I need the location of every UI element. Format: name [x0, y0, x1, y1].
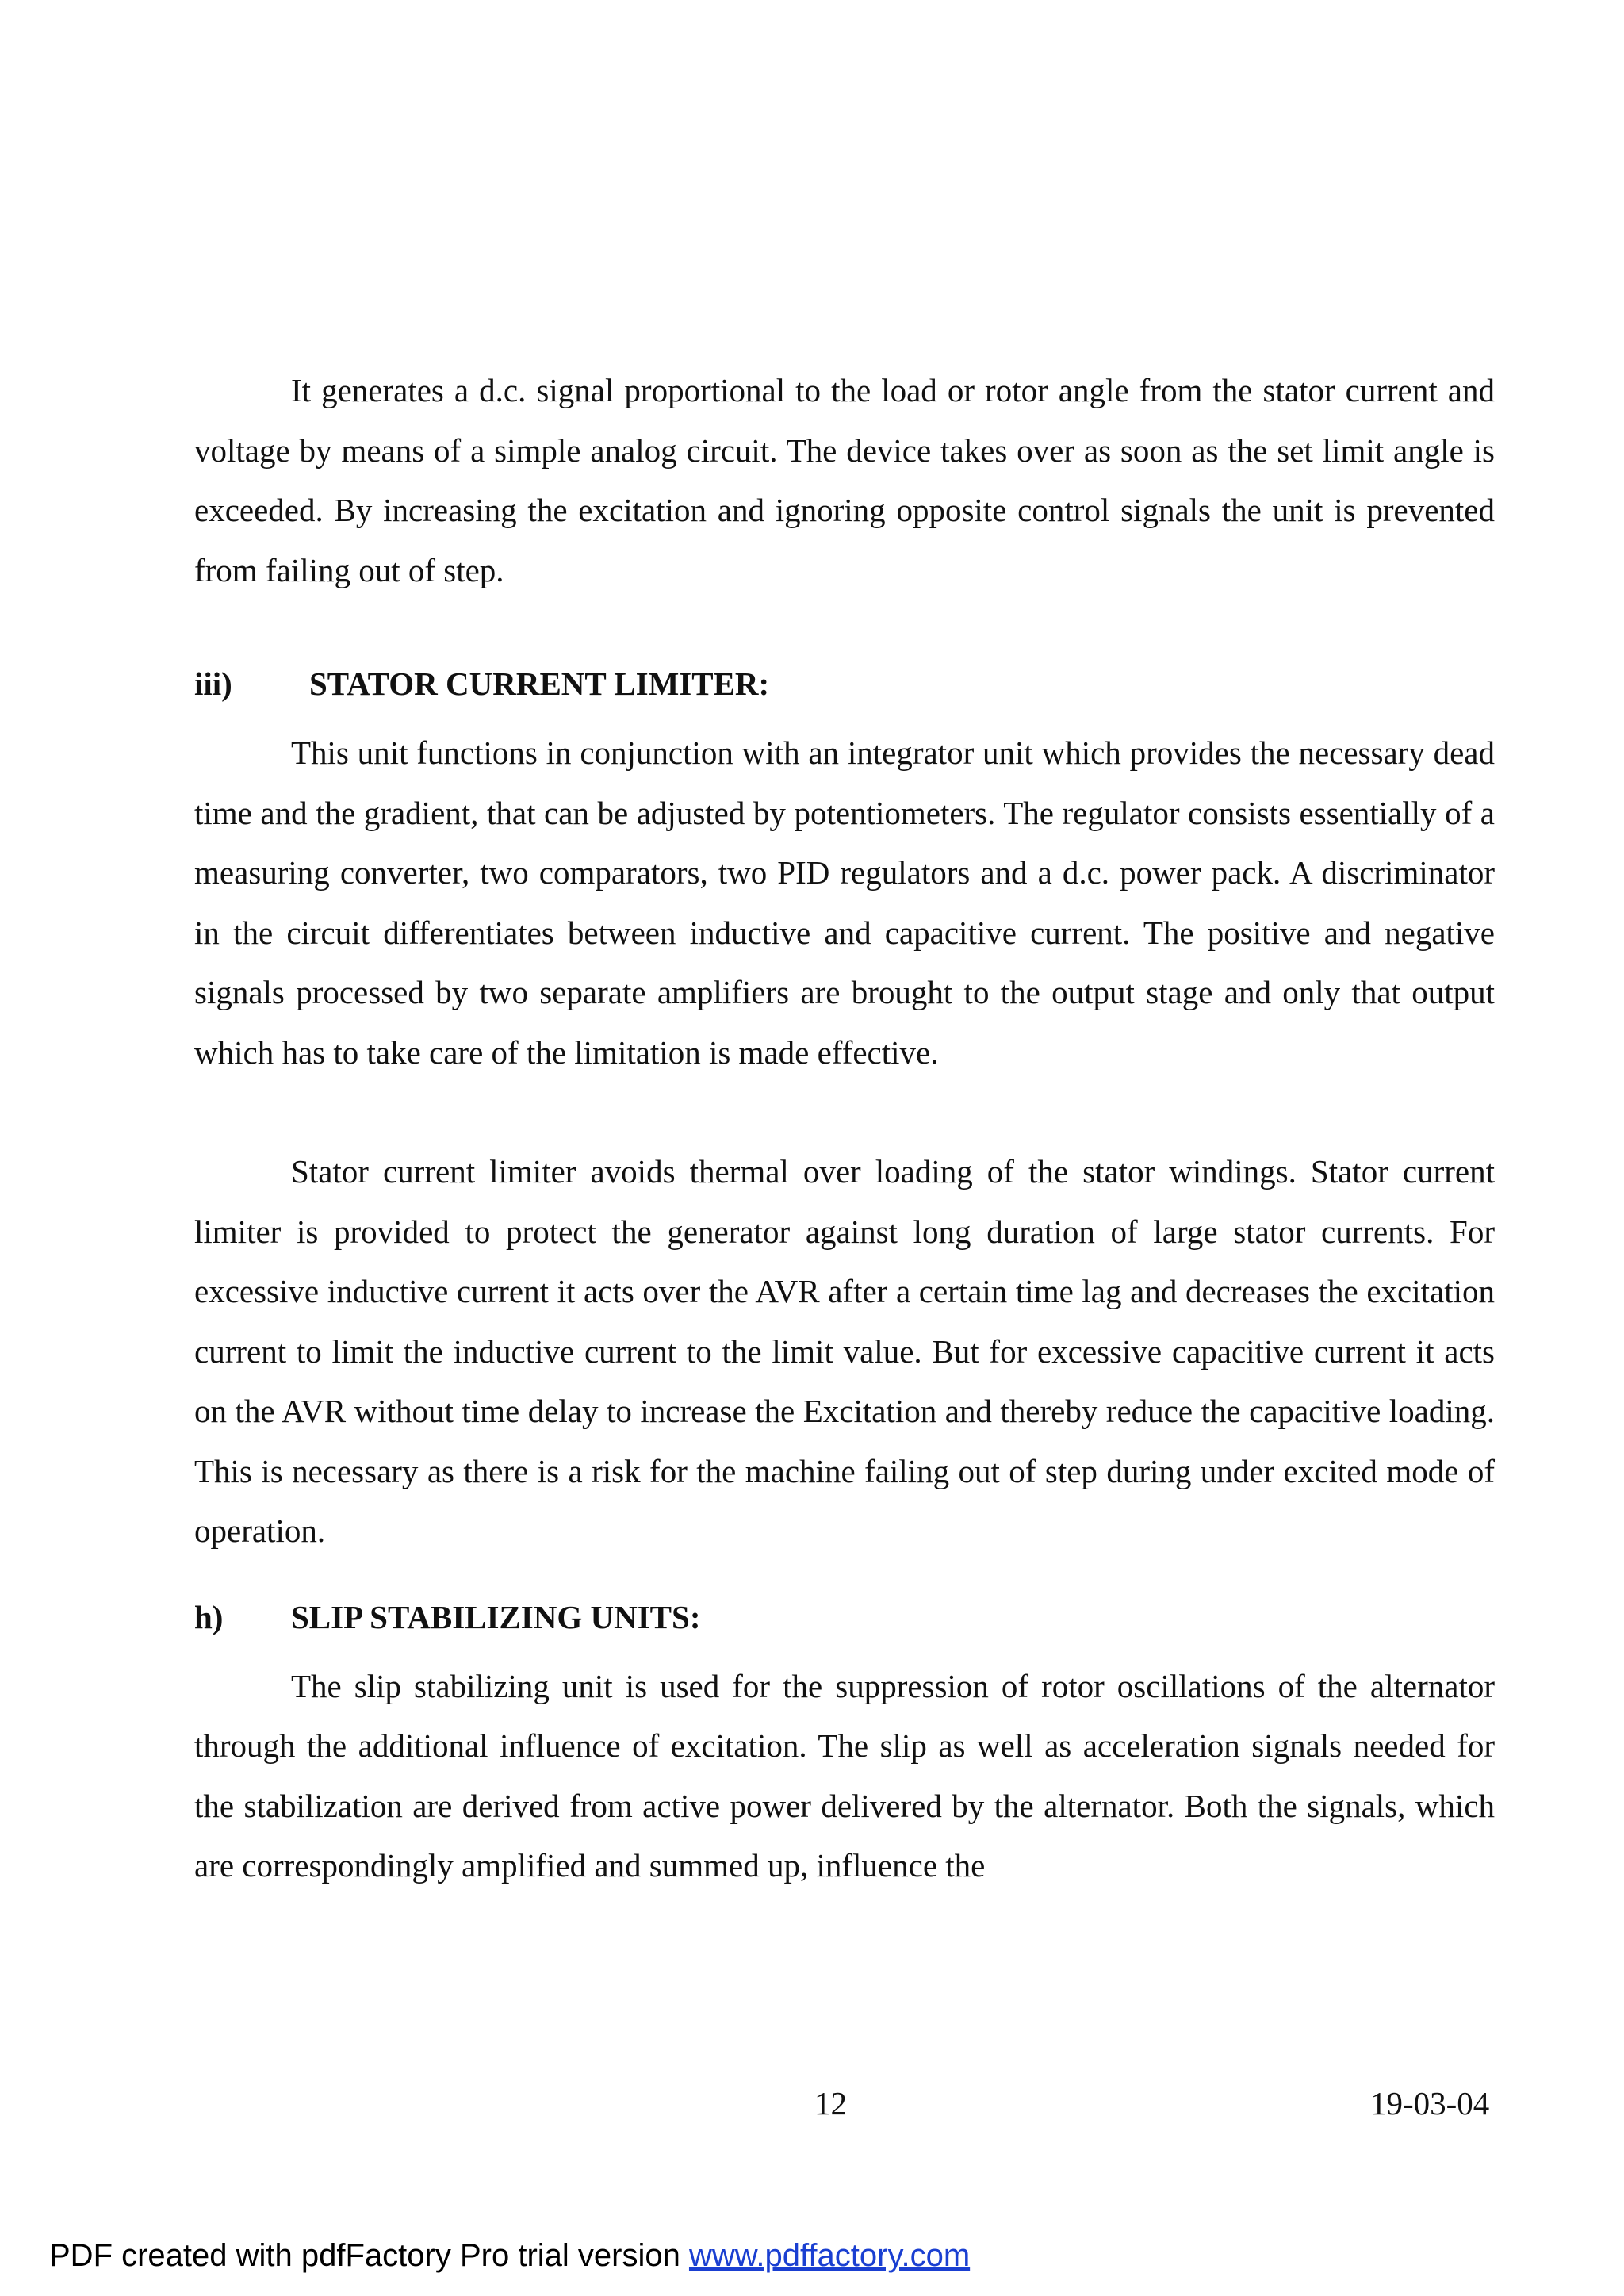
- heading-title: STATOR CURRENT LIMITER:: [309, 665, 770, 702]
- heading-stator-current-limiter: [194, 660, 1495, 707]
- document-body: [194, 361, 1495, 1896]
- page-number: 12: [814, 2085, 847, 2122]
- paragraph-rotor-angle-limiter: It generates a d.c. signal proportional to the load or rotor angle from the stator current and voltage by means of a simple analog circuit. The device takes over as soon as the set limit angle is exceeded. By increasing the excitation and ignoring opposite control signals the unit is prevented from failing out of step.: [194, 372, 1495, 588]
- pdffactory-link[interactable]: www.pdffactory.com: [688, 2238, 971, 2273]
- page-date: 19-03-04: [1370, 2085, 1490, 2122]
- heading-number: h): [194, 1598, 224, 1635]
- paragraph-stator-limiter-function: This unit functions in conjunction with an integrator unit which provides the necessary dead time and the gradient, that can be adjusted by potentiometers. The regulator consists essentially of a measuring converter, two comparators, two PID regulators and a d.c. power pack. A discriminator in the circuit differentiates between inductive and capacitive current. The positive and negative signals processed by two separate amplifiers are brought to the output stage and only that output which has to take care of the limitation is made effective.: [194, 734, 1495, 1071]
- pdf-creator-banner: [49, 2238, 970, 2274]
- heading-number: iii): [194, 665, 232, 702]
- paragraph-stator-limiter-purpose: Stator current limiter avoids thermal over loading of the stator windings. Stator current limiter is provided to protect the generator against long duration of large stator currents. For excessive inductive current it acts over the AVR after a certain time lag and decreases the excitation current to limit the inductive current to the limit value. But for excessive capacitive current it acts on the AVR without time delay to increase the Excitation and thereby reduce the capacitive loading. This is necessary as there is a risk for the machine failing out of step during under excited mode of operation.: [194, 1153, 1495, 1549]
- paragraph-slip-stabilizing: The slip stabilizing unit is used for the suppression of rotor oscillations of the alternator through the additional influence of excitation. The slip as well as acceleration signals needed for the stabilization are derived from active power delivered by the alternator. Both the signals, which are correspondingly amplified and summed up, influence the: [194, 1667, 1495, 1884]
- heading-slip-stabilizing-units: [194, 1593, 1495, 1641]
- banner-text: PDF created with pdfFactory Pro trial version: [49, 2238, 689, 2273]
- heading-title: SLIP STABILIZING UNITS:: [291, 1598, 701, 1635]
